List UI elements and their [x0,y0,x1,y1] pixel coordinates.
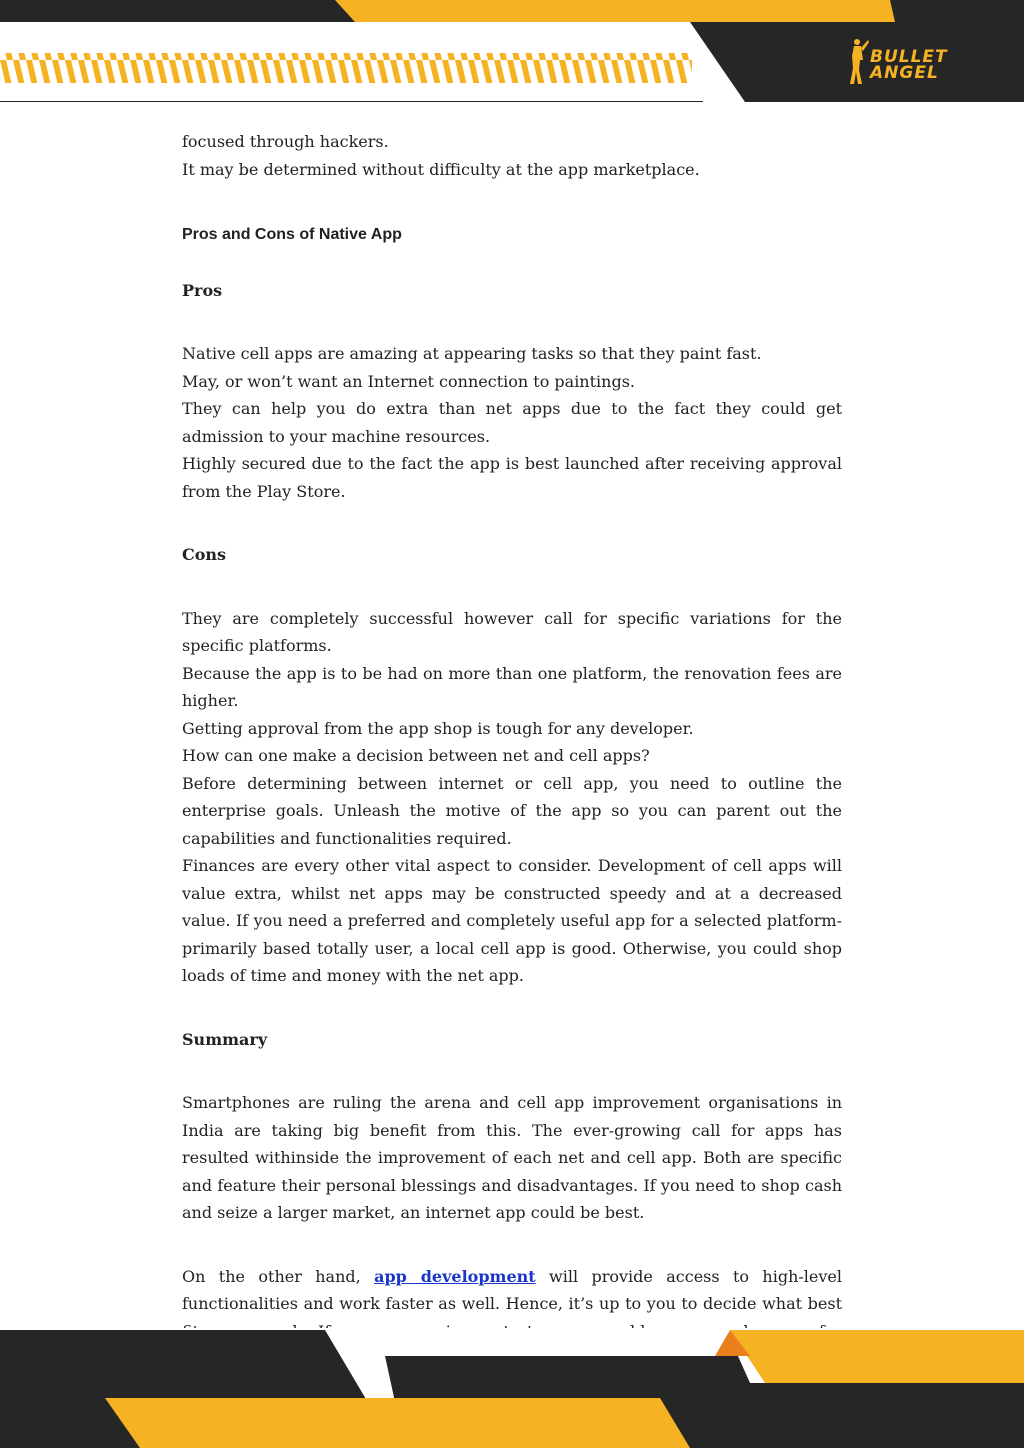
brand-logo [848,36,978,86]
cons-item: Because the app is to be had on more than one platform, the renovation fees are higher. [182,663,842,710]
pros-item: Native cell apps are amazing at appearing tasks so that they paint fast. [182,344,762,363]
pros-item: Highly secured due to the fact the app is best launched after receiving approval from the Play Store. [182,454,842,501]
intro-line: focused through hackers. [182,132,389,151]
summary-text: On the other hand, [182,1266,375,1286]
document-body [182,128,842,1373]
intro-line: It may be determined without difficulty at the app marketplace. [182,159,700,179]
cons-item: Before determining between internet or cell app, you need to outline the enterprise goals. Unleash the motive of the app so you can parent out the capabilities and functionalities required. [182,773,842,848]
cons-item: They are completely successful however call for specific variations for the specific platforms. [182,608,842,655]
app-development-link[interactable]: app development [374,1266,536,1286]
logo-text-angel: ANGEL [870,63,939,83]
summary-paragraph: Smartphones are ruling the arena and cell app improvement organisations in India are taking big benefit from this. The ever-growing call for apps has resulted withinside the improvement of each net and cell app. Both are specific and feature their personal blessings and disadvantages. If you need to shop cash and seize a larger market, an internet app could be best. [182,1093,842,1222]
footer-banner [0,1328,1024,1448]
summary-heading: Summary [182,1029,268,1049]
cons-item: How can one make a decision between net and cell apps? [182,746,650,765]
pros-item: They can help you do extra than net apps due to the fact they could get admission to your machine resources. [182,399,842,446]
angel-figure-icon [848,36,870,86]
cons-heading: Cons [182,545,227,564]
section-title: Pros and Cons of Native App [182,226,402,243]
pros-item: May, or won’t want an Internet connection to paintings. [182,371,635,391]
pros-heading: Pros [182,280,223,300]
summary-text: will provide access to high-level functionalities and work faster as well. Hence, it’s up to you to decide what best [182,1266,843,1313]
cons-item: Getting approval from the app shop is tough for any developer. [182,718,694,738]
cons-item: Finances are every other vital aspect to consider. Development of cell apps will value extra, whilst net apps may be constructed speedy and at a decreased value. If you need a preferred and completely useful app for a selected platform-primarily based totally user, a local cell app is good. Otherwise, you could shop loads of time and money with the net app. [182,856,842,985]
logo-text-bullet: BULLET [870,47,948,67]
